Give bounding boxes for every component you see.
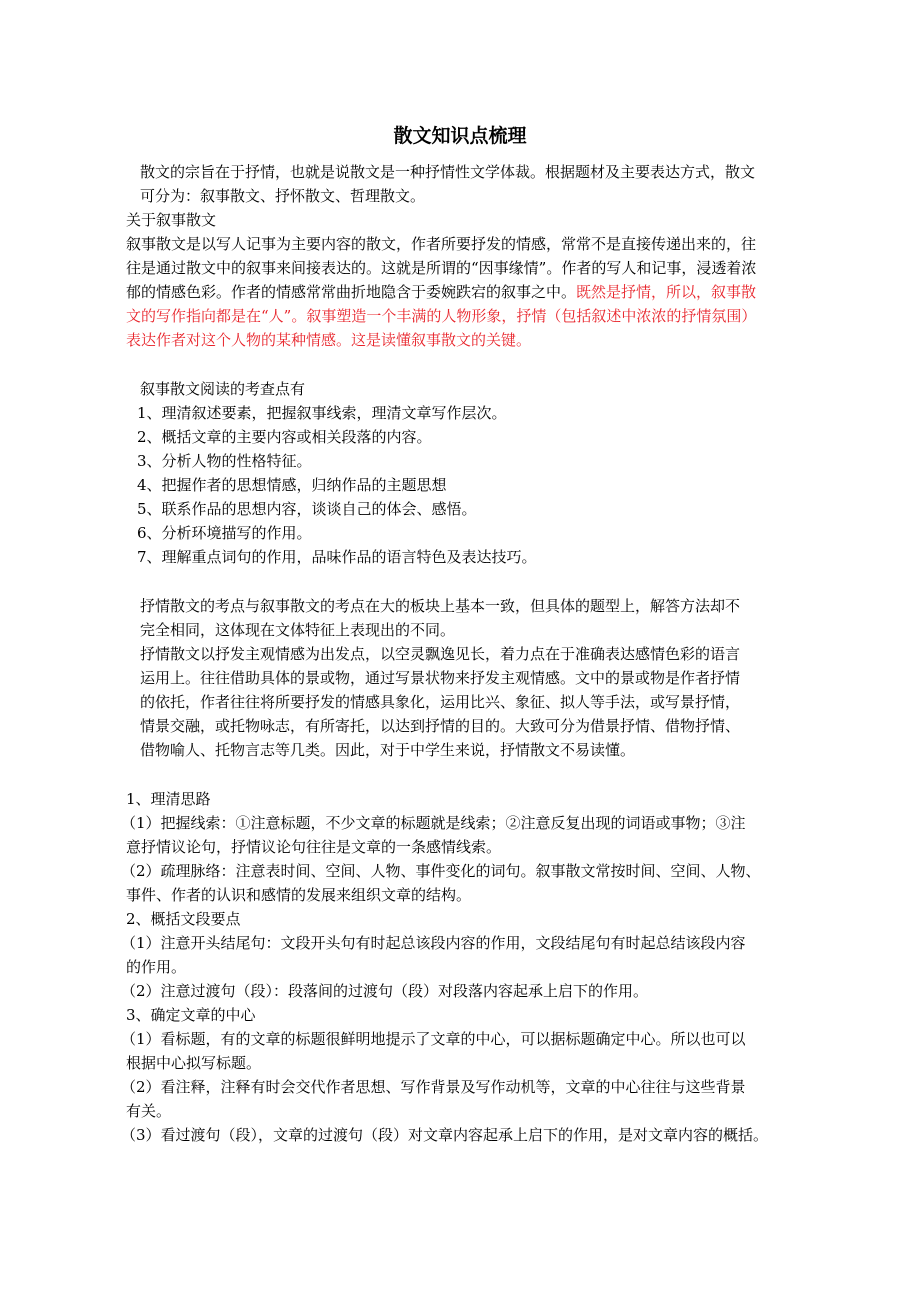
body-line: （3）看过渡句（段），文章的过渡句（段）对文章内容起承上启下的作用，是对文章内容的概括。 — [121, 1126, 769, 1144]
section-heading: 关于叙事散文 — [126, 211, 217, 229]
body-line — [126, 281, 756, 304]
body-line: 完全相同，这体现在文体特征上表现出的不同。 — [140, 621, 456, 639]
body-line: （1）注意开头结尾句：文段开头句有时起总该段内容的作用，文段结尾句有时起总结该段内容 — [121, 934, 746, 952]
body-line: 抒情散文以抒发主观情感为出发点，以空灵飘逸见长，着力点在于准确表达感情色彩的语言 — [140, 645, 741, 663]
body-line: 运用上。往往借助具体的景或物，通过写景状物来抒发主观情感。文中的景或物是作者抒情 — [140, 669, 741, 687]
body-line: （1）看标题，有的文章的标题很鲜明地提示了文章的中心，可以据标题确定中心。所以也可以 — [121, 1030, 746, 1048]
body-line: （2）看注释，注释有时会交代作者思想、写作背景及写作动机等，文章的中心往往与这些背景 — [121, 1078, 746, 1096]
body-line: 抒情散文的考点与叙事散文的考点在大的板块上基本一致，但具体的题型上，解答方法却不 — [140, 597, 741, 615]
intro-line: 散文的宗旨在于抒情，也就是说散文是一种抒情性文学体裁。根据题材及主要表达方式，散文 — [140, 163, 756, 181]
highlight-line: 表达作者对这个人物的某种情感。这是读懂叙事散文的关键。 — [126, 331, 532, 349]
body-line: 叙事散文是以写人记事为主要内容的散文，作者所要抒发的情感，常常不是直接传递出来的，往 — [126, 235, 757, 253]
body-line: 的作用。 — [126, 958, 187, 976]
list-item: 5、联系作品的思想内容，谈谈自己的体会、感悟。 — [137, 500, 477, 518]
list-item: 4、把握作者的思想情感，归纳作品的主题思想 — [137, 476, 447, 494]
body-line: （1）把握线索：①注意标题，不少文章的标题就是线索；②注意反复出现的词语或事物；③注 — [121, 814, 746, 832]
body-line: （2）注意过渡句（段）：段落间的过渡句（段）对段落内容起承上启下的作用。 — [121, 982, 649, 1000]
body-line: 的依托，作者往往将所要抒发的情感具象化，运用比兴、象征、拟人等手法，或写景抒情， — [140, 693, 741, 711]
list-heading: 叙事散文阅读的考查点有 — [140, 380, 306, 398]
list-item: 7、理解重点词句的作用，品味作品的语言特色及表达技巧。 — [137, 548, 537, 566]
list-item: 6、分析环境描写的作用。 — [137, 524, 312, 542]
body-line: 借物喻人、托物言志等几类。因此，对于中学生来说，抒情散文不易读懂。 — [140, 741, 636, 759]
body-line: 情景交融，或托物咏志，有所寄托，以达到抒情的目的。大致可分为借景抒情、借物抒情、 — [140, 717, 741, 735]
body-line: 有关。 — [126, 1102, 172, 1120]
body-line: 往是通过散文中的叙事来间接表达的。这就是所谓的“因事缘情”。作者的写人和记事，浸透着浓 — [126, 259, 757, 277]
list-item: 3、分析人物的性格特征。 — [137, 452, 312, 470]
section-heading: 2、概括文段要点 — [126, 910, 241, 928]
list-item: 1、理清叙述要素，把握叙事线索，理清文章写作层次。 — [137, 404, 507, 422]
body-line: （2）疏理脉络：注意表时间、空间、人物、事件变化的词句。叙事散文常按时间、空间、人物、 — [121, 862, 761, 880]
body-line: 意抒情议论句，抒情议论句往往是文章的一条感情线索。 — [126, 838, 502, 856]
list-item: 2、概括文章的主要内容或相关段落的内容。 — [137, 428, 432, 446]
body-text: 郁的情感色彩。作者的情感常常曲折地隐含于委婉跌宕的叙事之中。 — [126, 283, 577, 301]
highlight-text: 既然是抒情，所以，叙事散 — [576, 283, 757, 301]
body-line: 根据中心拟写标题。 — [126, 1054, 262, 1072]
page-title: 散文知识点梳理 — [393, 125, 527, 147]
body-line: 事件、作者的认识和感情的发展来组织文章的结构。 — [126, 886, 472, 904]
intro-line: 可分为：叙事散文、抒怀散文、哲理散文。 — [140, 187, 426, 205]
section-heading: 3、确定文章的中心 — [126, 1006, 256, 1024]
highlight-line: 文的写作指向都是在“人”。叙事塑造一个丰满的人物形象，抒情（包括叙述中浓浓的抒情氛围） — [126, 307, 757, 325]
section-heading: 1、理清思路 — [126, 790, 211, 808]
